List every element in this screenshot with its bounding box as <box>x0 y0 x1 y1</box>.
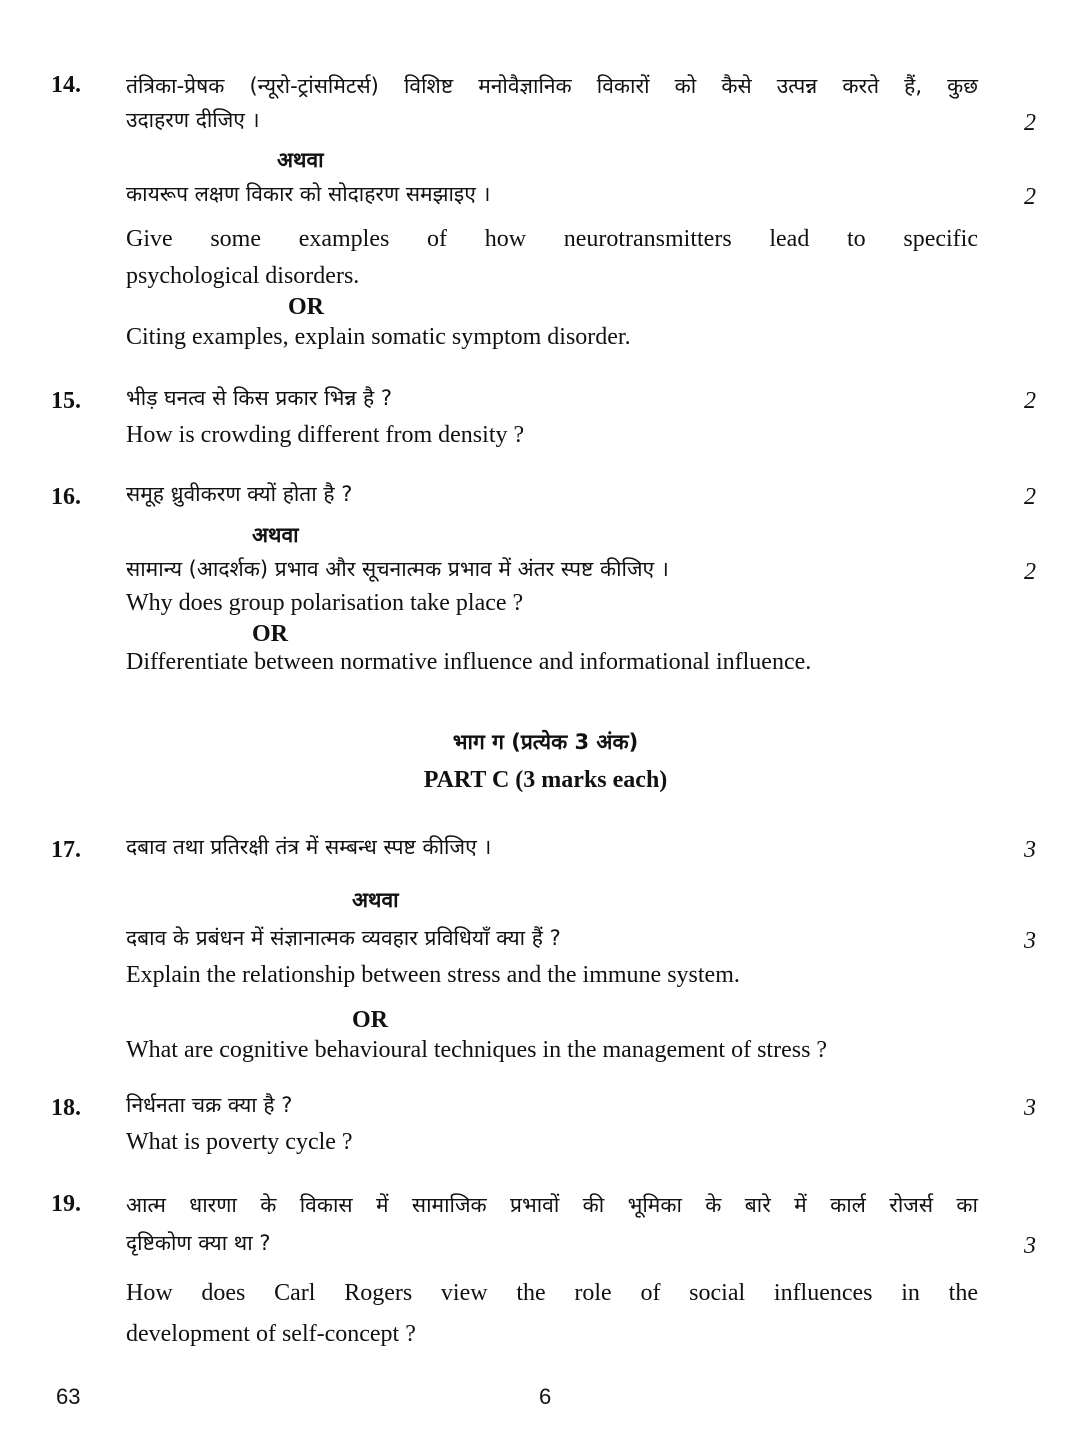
q19-english-line2: development of self-concept ? <box>126 1321 416 1347</box>
q16-hindi-alt: सामान्य (आदर्शक) प्रभाव और सूचनात्मक प्रभाव में अंतर स्पष्ट कीजिए । <box>126 557 669 581</box>
q17-hindi-alt: दबाव के प्रबंधन में संज्ञानात्मक व्यवहार प्रविधियाँ क्या हैं ? <box>126 926 561 950</box>
q16-hindi: समूह ध्रुवीकरण क्यों होता है ? <box>126 482 353 506</box>
q16-mark: 2 <box>1024 484 1036 510</box>
q15-mark: 2 <box>1024 388 1036 414</box>
q14-mark: 2 <box>1024 110 1036 136</box>
question-number-15: 15. <box>51 388 81 414</box>
q16-or-english: OR <box>252 621 288 647</box>
q18-mark: 3 <box>1024 1095 1036 1121</box>
q16-alt-mark: 2 <box>1024 559 1036 585</box>
q15-english: How is crowding different from density ? <box>126 422 525 448</box>
question-number-17: 17. <box>51 837 81 863</box>
q19-hindi-line1: आत्म धारणा के विकास में सामाजिक प्रभावों की भूमिका के बारे में कार्ल रोजर्स का <box>126 1193 978 1217</box>
page-number: 6 <box>539 1384 552 1409</box>
q19-hindi-line2: दृष्टिकोण क्या था ? <box>126 1231 271 1255</box>
q18-english: What is poverty cycle ? <box>126 1129 353 1155</box>
paper-code: 63 <box>56 1384 81 1409</box>
q19-mark: 3 <box>1024 1233 1036 1259</box>
q14-english-line2: psychological disorders. <box>126 263 360 289</box>
q14-english-line1: Give some examples of how neurotransmitters lead to specific <box>126 226 978 252</box>
q17-hindi: दबाव तथा प्रतिरक्षी तंत्र में सम्बन्ध स्पष्ट कीजिए । <box>126 835 492 859</box>
question-number-19: 19. <box>51 1191 81 1217</box>
q14-or-hindi: अथवा <box>277 148 324 172</box>
question-number-16: 16. <box>51 484 81 510</box>
q15-hindi: भीड़ घनत्व से किस प्रकार भिन्न है ? <box>126 386 393 410</box>
q19-english-line1: How does Carl Rogers view the role of social influences in the <box>126 1280 978 1306</box>
q14-alt-mark: 2 <box>1024 184 1036 210</box>
q17-mark: 3 <box>1024 837 1036 863</box>
q17-or-hindi: अथवा <box>352 888 399 912</box>
part-heading-hindi: भाग ग (प्रत्येक 3 अंक) <box>452 730 639 754</box>
q14-or-english: OR <box>288 294 324 320</box>
q14-english-alt: Citing examples, explain somatic symptom disorder. <box>126 324 631 350</box>
q17-english-alt: What are cognitive behavioural techniques in the management of stress ? <box>126 1037 828 1063</box>
q17-alt-mark: 3 <box>1024 928 1036 954</box>
q14-hindi-alt: कायरूप लक्षण विकार को सोदाहरण समझाइए । <box>126 182 491 206</box>
question-number-18: 18. <box>51 1095 81 1121</box>
q14-hindi-line2: उदाहरण दीजिए । <box>126 108 260 132</box>
q16-english-alt: Differentiate between normative influence and informational influence. <box>126 649 812 675</box>
part-heading-english: PART C (3 marks each) <box>423 767 668 793</box>
question-number-14: 14. <box>51 72 81 98</box>
q16-english: Why does group polarisation take place ? <box>126 590 524 616</box>
q18-hindi: निर्धनता चक्र क्या है ? <box>126 1093 293 1117</box>
q17-english: Explain the relationship between stress and the immune system. <box>126 962 740 988</box>
q17-or-english: OR <box>352 1007 388 1033</box>
q14-hindi-line1: तंत्रिका-प्रेषक (न्यूरो-ट्रांसमिटर्स) विशिष्ट मनोवैज्ञानिक विकारों को कैसे उत्पन्न करते हैं, कुछ <box>126 74 978 98</box>
q16-or-hindi: अथवा <box>252 523 299 547</box>
